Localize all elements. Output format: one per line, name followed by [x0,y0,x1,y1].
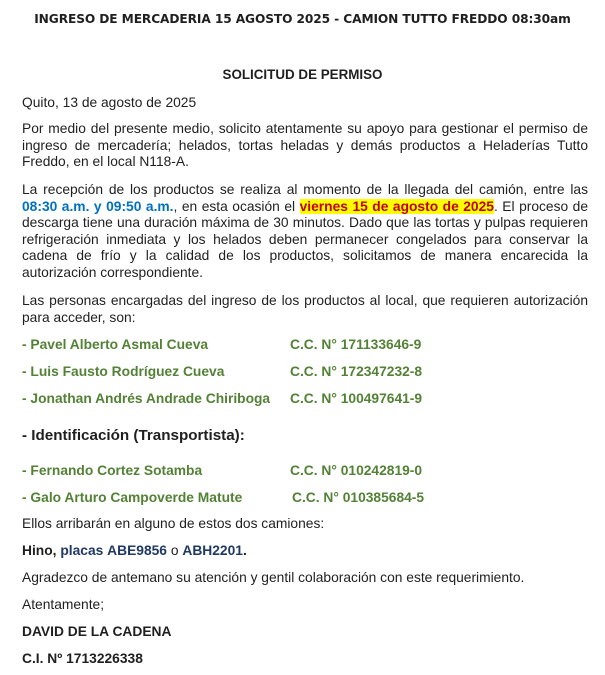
transport-row [22,463,423,478]
document-title: SOLICITUD DE PERMISO [222,67,383,82]
plates-label: placas [60,543,104,558]
trucks-intro: Ellos arribarán en alguno de estos dos camiones: [22,516,325,531]
date-line: Quito, 13 de agosto de 2025 [22,95,197,110]
plate-connector: o [170,543,179,558]
plate-2: ABH2201 [182,543,243,558]
trucks-line [22,543,588,560]
reception-text-3: . El proceso de descarga tiene una duración máxima de 30 minutos. Dado que las tortas y pulpas requieren refrigeración inmediata y los helados deben permanecer congelados para conservar la cadena de frío y la calidad de los productos, solicitamos de manera encarecida la autorización correspondiente. [22,198,589,280]
transport-id: C.C. N° 010385684-5 [292,490,425,505]
closing-line: Atentamente; [22,597,105,612]
trucks-end: . [242,543,247,558]
staff-row [22,364,423,379]
signer-name: DAVID DE LA CADENA [22,624,172,639]
transport-heading: - Identificación (Transportista): [22,427,245,444]
paragraph-intro: Por medio del presente medio, solicito atentamente su apoyo para gestionar el permiso de ingreso de mercadería; helados, tortas heladas y demás productos a Heladerías Tutto Freddo, en el local N118-A. [22,121,588,169]
staff-id: C.C. N° 172347232-8 [290,364,423,379]
plate-1: ABE9856 [107,543,167,558]
staff-row [22,337,422,352]
staff-row [22,391,423,406]
staff-id: C.C. N° 171133646-9 [290,337,422,352]
transport-name: - Galo Arturo Campoverde Matute [22,490,243,505]
transport-name: - Fernando Cortez Sotamba [22,463,203,478]
staff-name: - Pavel Alberto Asmal Cueva [22,337,209,352]
transport-id: C.C. N° 010242819-0 [290,463,423,478]
reception-text-1: La recepción de los productos se realiza al momento de la llegada del camión, entre las [22,182,588,197]
staff-name: - Luis Fausto Rodríguez Cueva [22,364,225,379]
paragraph-reception [22,182,588,281]
transport-row [22,490,425,505]
staff-name: - Jonathan Andrés Andrade Chiriboga [22,391,271,406]
thanks-line: Agradezco de antemano su atención y gentil colaboración con este requerimiento. [22,570,525,585]
signer-id: C.I. Nº 1713226338 [22,651,143,666]
paragraph-personnel: Las personas encargadas del ingreso de los productos al local, que requieren autorización para acceder, son: [22,293,588,325]
staff-id: C.C. N° 100497641-9 [290,391,423,406]
highlighted-date: viernes 15 de agosto de 2025 [299,198,494,214]
document-header: INGRESO DE MERCADERIA 15 AGOSTO 2025 - CAMION TUTTO FREDDO 08:30am [34,12,571,26]
truck-brand: Hino, [22,543,57,558]
reception-text-2: , en esta ocasión el [173,198,300,214]
time-range: 08:30 a.m. y 09:50 a.m. [22,198,174,214]
